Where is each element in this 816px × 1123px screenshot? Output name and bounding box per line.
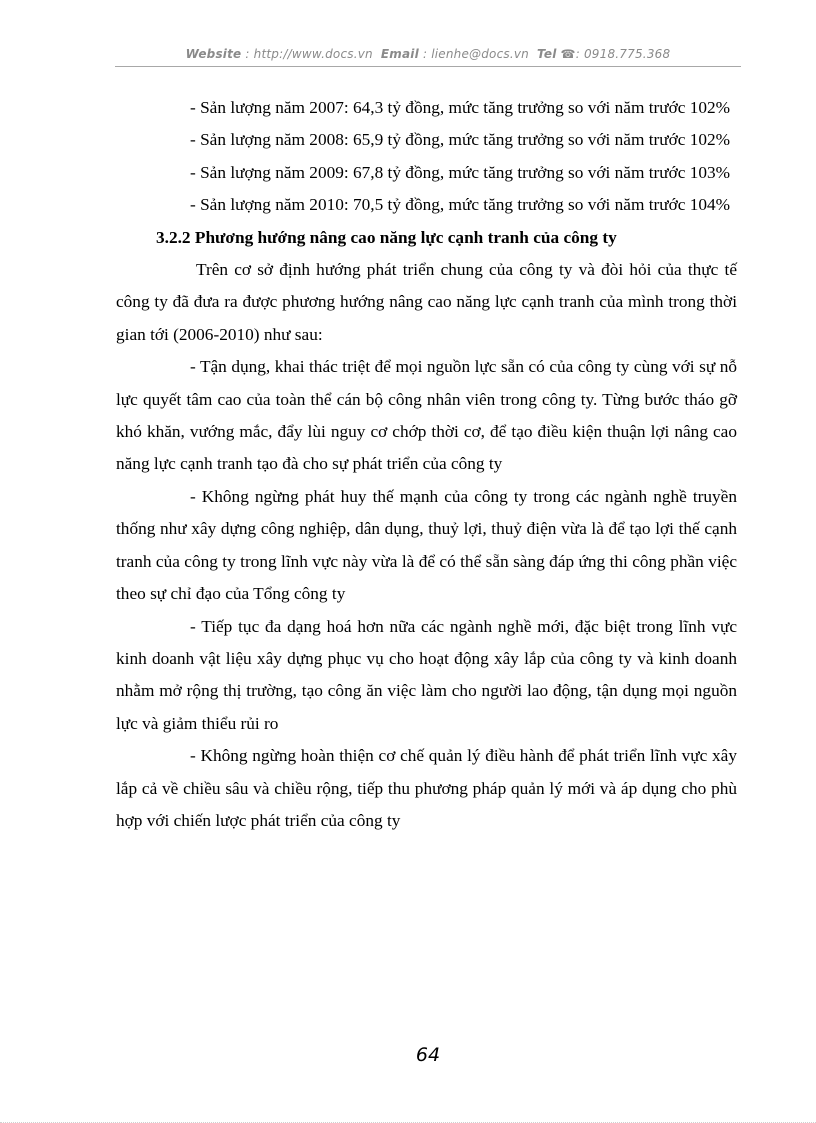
- intro-paragraph: Trên cơ sở định hướng phát triển chung của công ty và đòi hỏi của thực tế công ty đã đưa ra được phương hướng nâng cao năng lực cạnh tranh của mình trong thời gian tới (2006-2010) như sau:: [116, 260, 737, 344]
- tel-value: : 0918.775.368: [575, 47, 671, 61]
- direction-item-4: - Không ngừng hoàn thiện cơ chế quản lý điều hành để phát triển lĩnh vực xây lắp cả về chiều sâu và chiều rộng, tiếp thu phương pháp quản lý mới và áp dụng cho phù hợp với chiến lược phát triển của công ty: [116, 746, 737, 830]
- page-number: 64: [415, 1044, 441, 1066]
- page-header: [115, 47, 741, 61]
- document-body: [116, 92, 737, 837]
- email-value: : lienhe@docs.vn: [422, 47, 529, 61]
- email-label: Email: [380, 47, 419, 61]
- output-item-2008: - Sản lượng năm 2008: 65,9 tỷ đồng, mức tăng trưởng so với năm trước 102%: [190, 130, 731, 150]
- direction-item-2: - Không ngừng phát huy thế mạnh của công ty trong các ngành nghề truyền thống như xây dựng công nghiệp, dân dụng, thuỷ lợi, thuỷ điện vừa là để tạo lợi thế cạnh tranh của công ty trong lĩnh vực này vừa là để có thể sẵn sàng đáp ứng thi công phần việc theo sự chỉ đạo của Tổng công ty: [116, 486, 737, 604]
- output-item-2010: - Sản lượng năm 2010: 70,5 tỷ đồng, mức tăng trưởng so với năm trước 104%: [190, 195, 731, 215]
- direction-item-3: - Tiếp tục đa dạng hoá hơn nữa các ngành nghề mới, đặc biệt trong lĩnh vực kinh doanh vật liệu xây dựng phục vụ cho hoạt động xây lắp của công ty và kinh doanh nhằm mở rộng thị trường, tạo công ăn việc làm cho người lao động, tận dụng mọi nguồn lực và giảm thiểu rủi ro: [116, 616, 737, 733]
- website-label: Website: [185, 47, 242, 61]
- output-item-2009: - Sản lượng năm 2009: 67,8 tỷ đồng, mức tăng trưởng so với năm trước 103%: [190, 162, 731, 182]
- tel-label: Tel: [537, 47, 557, 61]
- section-heading: 3.2.2 Phương hướng nâng cao năng lực cạnh tranh của công ty: [156, 227, 617, 247]
- website-value: : http://www.docs.vn: [245, 47, 373, 61]
- direction-item-1: - Tận dụng, khai thác triệt để mọi nguồn lực sẵn có của công ty cùng với sự nỗ lực quyết tâm cao của toàn thể cán bộ công nhân viên trong công ty. Từng bước tháo gỡ khó khăn, vướng mắc, đẩy lùi nguy cơ chớp thời cơ, để tạo điều kiện thuận lợi nâng cao năng lực cạnh tranh tạo đà cho sự phát triển của công ty: [116, 357, 737, 474]
- header-divider: [115, 66, 741, 67]
- telephone-icon: ☎: [560, 47, 576, 61]
- output-item-2007: - Sản lượng năm 2007: 64,3 tỷ đồng, mức tăng trưởng so với năm trước 102%: [190, 98, 731, 117]
